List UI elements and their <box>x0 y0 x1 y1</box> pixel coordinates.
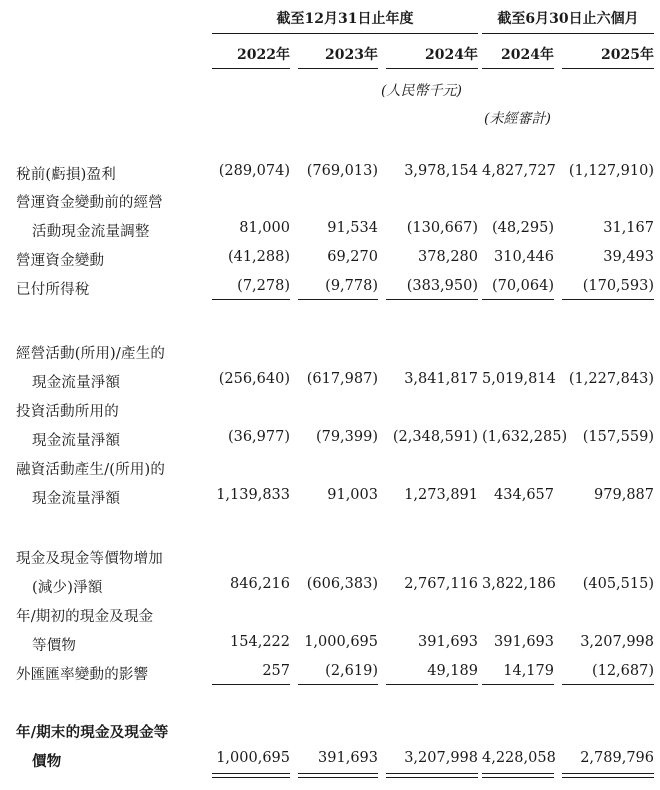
table-cell: 2,789,796 <box>580 750 654 766</box>
year-rule-5 <box>562 68 654 69</box>
table-cell: 49,189 <box>427 663 478 679</box>
year-rule-1 <box>212 68 290 69</box>
row-label: 年/期初的現金及現金 <box>16 609 154 625</box>
table-cell: (617,987) <box>306 371 378 387</box>
table-cell: (405,515) <box>582 576 654 592</box>
table-cell: 91,534 <box>327 220 378 236</box>
year-rule-3 <box>386 68 478 69</box>
table-cell: (1,227,843) <box>568 371 654 387</box>
table-cell: (1,632,285) <box>482 429 568 445</box>
table-cell: (9,778) <box>325 278 378 294</box>
table-cell: 1,139,833 <box>216 487 290 503</box>
table-cell: (383,950) <box>406 278 478 294</box>
table-cell: (130,667) <box>406 220 478 236</box>
table-cell: (769,013) <box>306 163 378 179</box>
table-cell: (70,064) <box>491 278 554 294</box>
row-label: (減少)淨額 <box>32 580 103 596</box>
subtotal-rule-4 <box>482 299 554 300</box>
subtotal-rule-5 <box>562 684 654 685</box>
subtotal-rule-1 <box>212 684 290 685</box>
total-double-rule-5a <box>562 773 654 774</box>
table-cell: 391,693 <box>494 634 554 650</box>
table-cell: 378,280 <box>418 249 478 265</box>
row-label: 稅前(虧損)盈利 <box>16 167 116 183</box>
table-cell: 3,207,998 <box>404 750 478 766</box>
table-cell: 14,179 <box>503 663 554 679</box>
table-cell: 4,827,727 <box>482 163 556 179</box>
table-cell: (2,619) <box>325 663 378 679</box>
table-cell: 3,978,154 <box>404 163 478 179</box>
row-label: 等價物 <box>32 638 77 654</box>
table-cell: 2,767,116 <box>404 576 478 592</box>
table-cell: (157,559) <box>582 429 654 445</box>
table-cell: 391,693 <box>318 750 378 766</box>
total-double-rule-1a <box>212 773 290 774</box>
total-double-rule-3a <box>386 773 478 774</box>
table-cell: 4,228,058 <box>482 750 556 766</box>
year-rule-2 <box>298 68 378 69</box>
table-cell: (36,977) <box>227 429 290 445</box>
table-cell: (606,383) <box>306 576 378 592</box>
table-cell: 3,207,998 <box>580 634 654 650</box>
header-group-rule-right <box>482 33 654 34</box>
subtotal-rule-4 <box>482 684 554 685</box>
table-cell: (289,074) <box>218 163 290 179</box>
subtotal-rule-1 <box>212 299 290 300</box>
row-label: 價物 <box>32 753 62 770</box>
table-cell: 5,019,814 <box>482 371 556 387</box>
row-label: 外匯匯率變動的影響 <box>16 667 149 683</box>
total-double-rule-4b <box>482 777 554 778</box>
table-cell: (256,640) <box>218 371 290 387</box>
table-cell: 979,887 <box>594 487 654 503</box>
total-double-rule-2a <box>298 773 378 774</box>
table-cell: (2,348,591) <box>392 429 478 445</box>
table-cell: 3,841,817 <box>404 371 478 387</box>
unit-note: (人民幣千元) <box>381 83 462 99</box>
year-header-3: 2024年 <box>425 47 478 63</box>
table-cell: (79,399) <box>315 429 378 445</box>
total-double-rule-2b <box>298 777 378 778</box>
table-cell: (170,593) <box>582 278 654 294</box>
row-label: 經營活動(所用)/產生的 <box>16 346 166 362</box>
table-cell: 434,657 <box>494 487 554 503</box>
header-group-fiscal-year: 截至12月31日止年度 <box>276 11 414 27</box>
table-cell: 81,000 <box>239 220 290 236</box>
table-cell: 154,222 <box>230 634 290 650</box>
row-label: 活動現金流量調整 <box>32 224 150 240</box>
unaudited-note: (未經審計) <box>484 111 551 127</box>
header-group-rule-left <box>212 33 478 34</box>
table-cell: 39,493 <box>603 249 654 265</box>
subtotal-rule-5 <box>562 299 654 300</box>
row-label: 已付所得稅 <box>16 282 90 298</box>
subtotal-rule-3 <box>386 299 478 300</box>
subtotal-rule-2 <box>298 684 378 685</box>
header-group-six-months: 截至6月30日止六個月 <box>497 11 639 27</box>
row-label: 現金流量淨額 <box>32 491 121 507</box>
table-cell: 257 <box>262 663 290 679</box>
total-double-rule-1b <box>212 777 290 778</box>
year-header-4: 2024年 <box>501 47 554 63</box>
table-cell: 1,000,695 <box>216 750 290 766</box>
table-cell: 310,446 <box>494 249 554 265</box>
table-cell: 846,216 <box>230 576 290 592</box>
table-cell: 69,270 <box>327 249 378 265</box>
row-label: 融資活動產生/(所用)的 <box>16 462 166 478</box>
row-label: 現金流量淨額 <box>32 433 121 449</box>
row-label: 現金及現金等價物增加 <box>16 551 163 567</box>
total-double-rule-4a <box>482 773 554 774</box>
table-cell: (7,278) <box>237 278 290 294</box>
table-cell: 1,273,891 <box>404 487 478 503</box>
row-label: 年/期末的現金及現金等 <box>16 724 169 741</box>
row-label: 投資活動所用的 <box>16 404 119 420</box>
table-cell: (12,687) <box>591 663 654 679</box>
total-double-rule-3b <box>386 777 478 778</box>
subtotal-rule-2 <box>298 299 378 300</box>
table-cell: (41,288) <box>227 249 290 265</box>
table-cell: 3,822,186 <box>482 576 556 592</box>
table-cell: 391,693 <box>418 634 478 650</box>
table-cell: (1,127,910) <box>568 163 654 179</box>
table-cell: (48,295) <box>491 220 554 236</box>
year-header-1: 2022年 <box>237 47 290 63</box>
year-header-5: 2025年 <box>601 47 654 63</box>
subtotal-rule-3 <box>386 684 478 685</box>
row-label: 營運資金變動前的經營 <box>16 195 163 211</box>
year-header-2: 2023年 <box>325 47 378 63</box>
table-cell: 31,167 <box>603 220 654 236</box>
year-rule-4 <box>482 68 554 69</box>
table-cell: 1,000,695 <box>304 634 378 650</box>
row-label: 現金流量淨額 <box>32 375 121 391</box>
table-cell: 91,003 <box>327 487 378 503</box>
total-double-rule-5b <box>562 777 654 778</box>
row-label: 營運資金變動 <box>16 253 105 269</box>
